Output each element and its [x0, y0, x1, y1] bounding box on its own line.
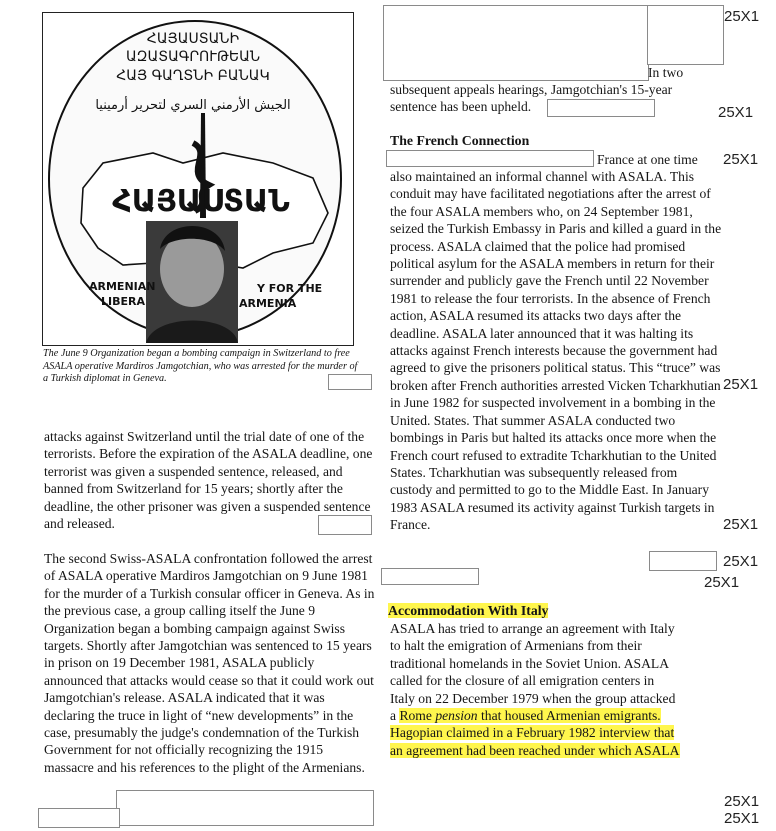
poster-arabic-text: الجيش الأرمني السري لتحرير أرمينيا — [95, 98, 291, 113]
classification-code: 25X1 — [718, 104, 754, 121]
figure-caption: The June 9 Organization began a bombing campaign in Switzerland to free ASALA operative Mardiros Jamgotchian, who was arrested for the murder of a Turkish diplomat in Geneva. — [43, 348, 358, 385]
poster-top-line1: ՀԱՅԱՍՏԱՆԻ — [146, 31, 240, 47]
italy-line: called for the closure of all emigration centers in — [390, 673, 655, 689]
redaction-box — [328, 374, 372, 390]
french-paragraph: also maintained an informal channel with ASALA. This conduit may have facilitated negotiations after the arrest of the four ASALA members who, on 24 September 1981, seized the Turkish Embassy in Paris and killed a guard in the process. ASALA claimed that the police had promised political asylum for the ASALA members in return for their surrender and publicly gave the French until 22 November 1981 to release the four terrorists. In the absence of French action, ASALA resumed its attacks two days after the deadline. ASALA later announced that it was halting its attacks against French interests because the government had agreed to give the prisoners political status. This “truce” was broken after French authorities arrested Vicken Tcharkhutian in June 1982 for suspected involvement in a bombing in the United. States. That summer ASALA conducted two bombings in Paris but halted its attacks once more when the French court refused to extradite Tcharkhutian to the United States. Tcharkhutian was subsequently released from custody and permitted to go to the Middle East. In January 1983 ASALA resumed its activity against Turkish targets in France. — [390, 169, 722, 533]
left-paragraph-2: The second Swiss-ASALA confrontation followed the arrest of ASALA operative Mardiros Jamgotchian on 9 June 1981 for the murder of a Turkish consular officer in Geneva. As in the previous case, a group calling itself the June 9 Organization began a bombing campaign against Swiss targets. Shortly after Jamgotchian was sentenced to 15 years in prison on 19 December 1981, ASALA publicly announced that attacks would cease so that it could work out Jamgotchian's release. ASALA indicated that it was declaring the truce in light of “new developments” in the case, presumably the judge's condemnation of the Turkish Government for not officially recognizing the 1915 massacre and his references to the plight of the Armenians. — [44, 551, 375, 775]
italy-line-highlight-3: an agreement had been reached under which ASALA — [390, 742, 680, 758]
italy-line: ASALA has tried to arrange an agreement with Italy — [390, 621, 675, 636]
classification-code: 25X1 — [723, 376, 759, 393]
redaction-box — [649, 551, 717, 571]
asala-poster-image — [43, 13, 353, 345]
redaction-box — [386, 150, 594, 167]
classification-code: 25X1 — [723, 516, 759, 533]
poster-left-text-2: LIBERA — [101, 295, 145, 308]
classification-code: 25X1 — [704, 574, 740, 591]
poster-center-word: ՀԱՅԱՍՏԱՆ — [112, 184, 290, 219]
italy-paragraph — [390, 620, 730, 759]
classification-code: 25X1 — [724, 793, 760, 810]
poster-left-text-1: ARMENIAN — [89, 280, 156, 293]
redaction-box — [318, 515, 372, 535]
redaction-box — [381, 568, 479, 585]
redaction-box — [116, 790, 374, 826]
redaction-box — [383, 5, 649, 81]
italy-heading-text: Accommodation With Italy — [388, 603, 549, 618]
redaction-box — [547, 99, 655, 117]
poster-top-line2: ԱԶԱՏԱԳՐՈՒԹԵԱՆ — [125, 49, 261, 65]
french-first-line: France at one time — [597, 152, 698, 167]
section-heading-italy — [388, 603, 548, 619]
classification-code: 25X1 — [723, 151, 759, 168]
poster-right-text-1: Y FOR THE — [257, 282, 323, 295]
redaction-box — [38, 808, 120, 828]
italy-line: Italy on 22 December 1979 when the group attacked — [390, 690, 676, 706]
classification-code: 25X1 — [723, 553, 759, 570]
poster-figure — [42, 12, 354, 346]
redaction-box — [647, 5, 724, 65]
italy-line: to halt the emigration of Armenians from their — [390, 638, 642, 654]
italy-line: traditional homelands in the Soviet Union. ASALA — [390, 655, 670, 671]
classification-code: 25X1 — [724, 810, 760, 827]
italy-line-highlight-2: Hagopian claimed in a February 1982 interview that — [390, 725, 675, 741]
section-heading-french: The French Connection — [390, 133, 530, 148]
italy-line-highlight-1: a Rome pension that housed Armenian emigrants. — [390, 708, 661, 724]
right-top-fragment-start: In two — [648, 65, 684, 80]
poster-top-line3: ՀԱՅ ԳԱՂՏՆԻ ԲԱՆԱԿ — [116, 68, 270, 84]
poster-right-text-2: ARMENIA — [239, 297, 297, 310]
classification-code: 25X1 — [724, 8, 760, 25]
right-top-fragment: subsequent appeals hearings, Jamgotchian's 15-year sentence has been upheld. — [390, 82, 673, 115]
left-paragraph-1: attacks against Switzerland until the trial date of one of the terrorists. Before the expiration of the ASALA deadline, one terrorist was given a suspended sentence, released, and banned from Switzerland for 15 years; shortly after the deadline, the other prisoner was given a suspended sentence and released. — [44, 429, 373, 532]
